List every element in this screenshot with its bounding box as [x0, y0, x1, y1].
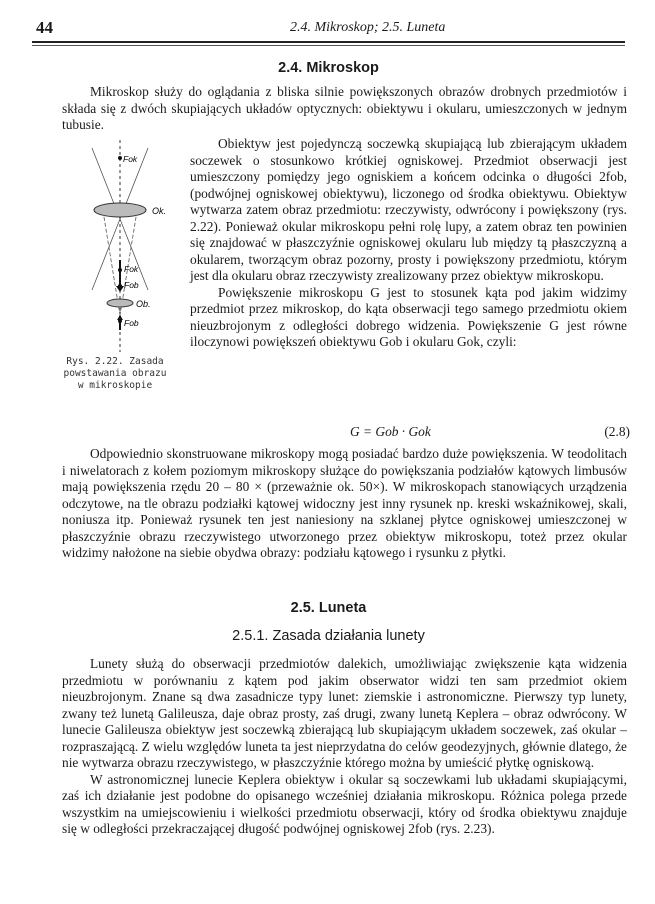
- label-f-ok-top: Fok: [123, 154, 138, 164]
- focus-point: [118, 268, 122, 272]
- microscopes-paragraph: Odpowiednio skonstruowane mikroskopy mogą posiadać bardzo duże powiększenia. W teodolitach i niwelatorach z kołem poziomym mikroskopy służące do powiększania podziałów kątowych limbusów mają powiększenia rzędu 20 – 80 × (przeważnie ok. 50×). W mikroskopach stanowiących urządzenia odczytowe, na tle obrazu podziałki kątowej widoczny jest inny rysunek np. kreski wskaźnikowej, skali, noniusza itp. Ponieważ rysunek ten jest naniesiony na szklanej płytce ogniskowej umieszczonej w płaszczyźnie obrazu rzeczywistego utworzonego przez obiektyw mikroskopu, toteż przez okular widzimy nałożone na siebie obydwa obrazy: podziału kątowego i rysunku z płytki.: [62, 446, 627, 560]
- equation-2-8: [190, 424, 630, 442]
- label-ok: Ok.: [152, 206, 167, 216]
- section-title-mikroskop: 2.4. Mikroskop: [278, 60, 379, 76]
- header-rule: [32, 41, 625, 43]
- page-header: [30, 18, 630, 40]
- focus-point: [118, 156, 122, 160]
- objective-lens: [107, 299, 133, 307]
- focus-point: [118, 319, 122, 323]
- section-24-intro: [62, 84, 627, 134]
- page-number: 44: [36, 18, 53, 37]
- label-f-ob-bot: Fob: [124, 318, 139, 328]
- equation-body: G = Gob · Gok: [350, 424, 431, 439]
- intro-paragraph: Mikroskop służy do oglądania z bliska silnie powiększonych obrazów drobnych przedmiotów i składa się z dwóch skupiających układów optycznych: obiektywu i okularu, umieszczonych w jednym tubusie.: [62, 84, 627, 132]
- subsection-title: 2.5.1. Zasada działania lunety: [232, 628, 425, 644]
- objective-paragraph: Obiektyw jest pojedynczą soczewką skupiającą lub zbierającym układem soczewek o stosunkowo krótkiej ogniskowej. Przedmiot obserwacji jest umieszczony pomiędzy jego ogniskiem a końcem odcinka o długości 2fob, (podwójnej ogniskowej obiektywu), liczonego od środka obiektywu. Obiektyw wytwarza zatem obraz przedmiotu: rzeczywisty, odwrócony i powiększony (rys. 2.22). Ponieważ okular mikroskopu pełni rolę lupy, a zatem obraz ten powinien się znajdować w płaszczyźnie ogniskowej okularu lub między tą płaszczyzną a okularem, tworzącym obraz pozorny, prosty i powiększony przedmiotu, którym jest dla okularu obraz rzeczywisty zrealizowany przez obiektyw mikroskopu.: [190, 136, 627, 283]
- label-ob: Ob.: [136, 299, 151, 309]
- telescope-paragraph-2: W astronomicznej lunecie Keplera obiektyw i okular są soczewkami lub układami skupiającymi, zaś ich działanie jest podobne do opisanego wcześniej działania mikroskopu. Różnica polega przede wszystkim na umiejscowieniu i wielkości przedmiotu obserwacji, który od środka obiektywu znajduje się w odległości przekraczającej długość podwójnej ogniskowej 2fob (rys. 2.23).: [62, 771, 627, 836]
- equation-number: (2.8): [604, 424, 630, 439]
- section-24-body: [190, 136, 627, 351]
- figure-caption: Rys. 2.22. Zasada powstawania obrazu w mikroskopie: [63, 356, 167, 391]
- label-f-ok-mid: Fok: [124, 264, 139, 274]
- ray: [102, 205, 120, 315]
- header-rule-thin: [32, 45, 625, 46]
- section-24-closing: [62, 446, 627, 562]
- eyepiece-lens: [94, 203, 146, 217]
- telescope-paragraph-1: Lunety służą do obserwacji przedmiotów dalekich, umożliwiając zwiększenie kąta widzenia przedmiotu w porównaniu z kątem pod jakim obserwator widzi ten sam przedmiot okiem nieuzbrojonym. Znane są dwa zasadnicze typy lunet: ziemskie i astronomiczne. Pierwszy typ lunety, zwany też lunetą Galileusza, daje obraz prosty, zaś drugi, zwany lunetą Keplera – obraz odwrócony. W lunecie Galileusza obiektyw jest soczewką zbierającą lub skupiającym układem soczewek, zaś okular – rozpraszającą. Z wielu względów luneta ta jest nieprzydatna do celów geodezyjnych, głównie dlatego, że nie wytwarza obrazu rzeczywistego, w płaszczyźnie którego można by umieścić płytkę ogniskową.: [62, 656, 627, 770]
- section-title-luneta: 2.5. Luneta: [290, 600, 367, 616]
- section-25-body: [62, 656, 627, 838]
- label-f-ob-mid: Fob: [124, 280, 139, 290]
- focus-point: [118, 284, 122, 288]
- running-title: 2.4. Mikroskop; 2.5. Luneta: [290, 20, 446, 35]
- microscope-figure: [80, 140, 185, 358]
- magnification-paragraph: Powiększenie mikroskopu G jest to stosunek kąta pod jakim widzimy przedmiot przez mikroskop, do kąta obserwacji tego samego przedmiotu okiem nieuzbrojonym z odległości dobrego widzenia. Powiększenie G jest równe iloczynowi powiększeń obiektywu Gob i okularu Gok, czyli:: [190, 284, 627, 349]
